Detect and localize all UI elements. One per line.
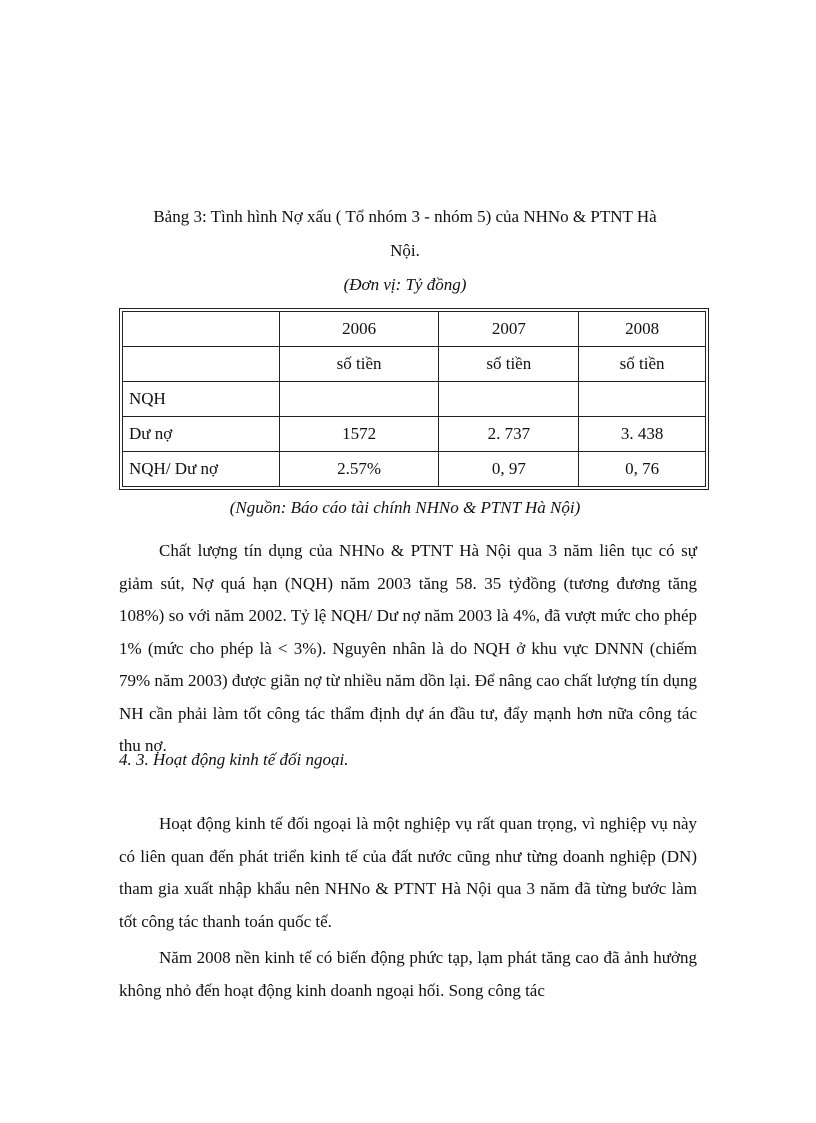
table-corner-cell: [123, 312, 280, 347]
subheader-amount-2007: số tiền: [439, 347, 579, 382]
table-unit-note: (Đơn vị: Tỷ đồng): [343, 275, 467, 294]
cell-value: 2.57%: [279, 452, 439, 487]
row-label: NQH/ Dư nợ: [123, 452, 280, 487]
year-header-2007: 2007: [439, 312, 579, 347]
cell-value: 1572: [279, 417, 439, 452]
subheader-amount-2006: số tiền: [279, 347, 439, 382]
bad-debt-table: [119, 308, 709, 490]
year-header-2006: 2006: [279, 312, 439, 347]
body-paragraph-foreign-economic: Hoạt động kinh tế đối ngoại là một nghiệp vụ rất quan trọng, vì nghiệp vụ này có liên quan đến phát triển kinh tế của đất nước cũng như từng doanh nghiệp (DN) tham gia xuất nhập khẩu nên NHNo & PTNT Hà Nội qua 3 năm đã từng bước làm tốt công tác thanh toán quốc tế.: [119, 814, 697, 931]
cell-value: [439, 382, 579, 417]
cell-value: 3. 438: [579, 417, 706, 452]
cell-value: 0, 97: [439, 452, 579, 487]
table-subheader-row: [123, 347, 706, 382]
table-row-du-no: [123, 417, 706, 452]
table-source-note: (Nguồn: Báo cáo tài chính NHNo & PTNT Hà Nội): [229, 498, 581, 517]
row-label: NQH: [123, 382, 280, 417]
table-row-ratio: [123, 452, 706, 487]
cell-value: [579, 382, 706, 417]
table-empty-cell: [123, 347, 280, 382]
table-header-row: [123, 312, 706, 347]
cell-value: 2. 737: [439, 417, 579, 452]
table-title: Bảng 3: Tình hình Nợ xấu ( Tổ nhóm 3 - nhóm 5) của NHNo & PTNT Hà: [153, 207, 657, 226]
year-header-2008: 2008: [579, 312, 706, 347]
body-paragraph-2008: Năm 2008 nền kinh tế có biến động phức tạp, lạm phát tăng cao đã ảnh hưởng không nhỏ đến hoạt động kinh doanh ngoại hối. Song công tác: [119, 948, 697, 1000]
row-label: Dư nợ: [123, 417, 280, 452]
body-paragraph-credit-quality: Chất lượng tín dụng của NHNo & PTNT Hà Nội qua 3 năm liên tục có sự giảm sút, Nợ quá hạn (NQH) năm 2003 tăng 58. 35 tỷđồng (tương đương tăng 108%) so với năm 2002. Tỷ lệ NQH/ Dư nợ năm 2003 là 4%, đã vượt mức cho phép 1% (mức cho phép là < 3%). Nguyên nhân là do NQH ở khu vực DNNN (chiếm 79% năm 2003) được giãn nợ từ nhiều năm dồn lại. Để nâng cao chất lượng tín dụng NH cần phải làm tốt công tác thẩm định dự án đầu tư, đẩy mạnh hơn nữa công tác thu nợ.: [119, 541, 697, 755]
section-heading: 4. 3. Hoạt động kinh tế đối ngoại.: [119, 750, 349, 769]
cell-value: [279, 382, 439, 417]
subheader-amount-2008: số tiền: [579, 347, 706, 382]
table-row-nqh: [123, 382, 706, 417]
table-title-continued: Nội.: [390, 241, 420, 260]
cell-value: 0, 76: [579, 452, 706, 487]
